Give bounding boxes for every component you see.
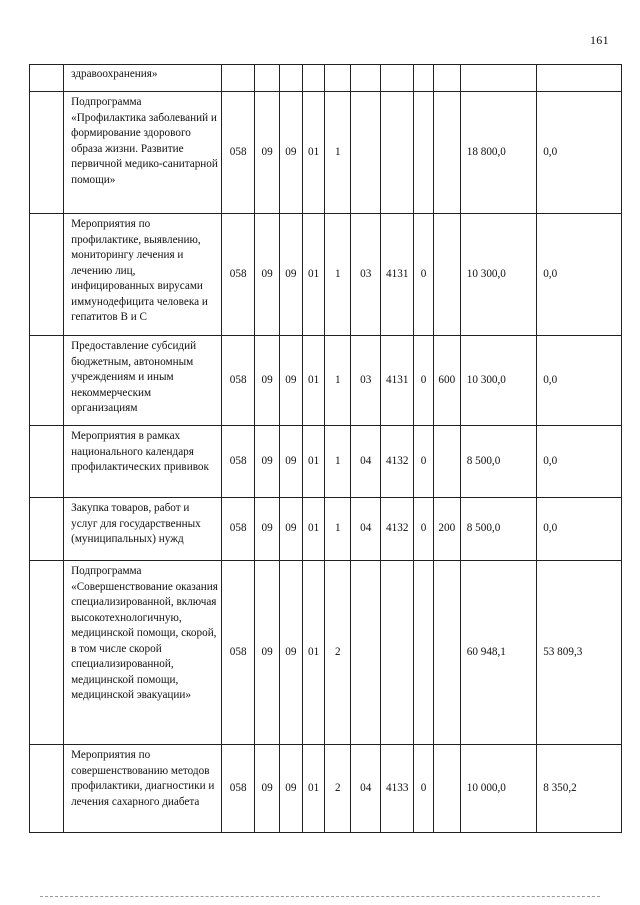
- code-program-cell: 01: [302, 214, 325, 336]
- code-flag-cell: 0: [414, 336, 434, 426]
- amount-year2-cell: 0,0: [537, 498, 622, 561]
- code-expense-type-cell: 200: [433, 498, 460, 561]
- table-row: [30, 65, 622, 92]
- code-subsection-cell: 09: [279, 92, 302, 214]
- amount-year2-cell: 0,0: [537, 214, 622, 336]
- row-index-cell: [30, 214, 64, 336]
- row-index-cell: [30, 498, 64, 561]
- code-subsection-cell: 09: [279, 336, 302, 426]
- code-section-cell: [255, 65, 280, 92]
- code-expense-type-cell: [433, 561, 460, 745]
- code-subsection-cell: 09: [279, 561, 302, 745]
- bottom-divider: [40, 896, 600, 897]
- amount-year1-cell: 8 500,0: [460, 426, 536, 498]
- code-direction-cell: 4132: [381, 498, 414, 561]
- code-direction-cell: 4131: [381, 336, 414, 426]
- code-event-cell: 04: [351, 426, 381, 498]
- code-event-cell: [351, 65, 381, 92]
- amount-year2-cell: 0,0: [537, 426, 622, 498]
- code-ministry-cell: 058: [222, 92, 255, 214]
- row-index-cell: [30, 745, 64, 833]
- code-section-cell: 09: [255, 92, 280, 214]
- code-subsection-cell: 09: [279, 214, 302, 336]
- code-ministry-cell: 058: [222, 561, 255, 745]
- table-row: [30, 561, 622, 745]
- code-event-cell: 03: [351, 214, 381, 336]
- code-subprogram-cell: 1: [325, 92, 351, 214]
- code-subprogram-cell: [325, 65, 351, 92]
- amount-year2-cell: 0,0: [537, 92, 622, 214]
- code-expense-type-cell: [433, 214, 460, 336]
- amount-year1-cell: [460, 65, 536, 92]
- code-direction-cell: [381, 92, 414, 214]
- code-section-cell: 09: [255, 561, 280, 745]
- code-subprogram-cell: 1: [325, 214, 351, 336]
- description-cell: Мероприятия по совершенствованию методов профилактики, диагностики и лечения сахарного диабета: [64, 745, 222, 833]
- code-event-cell: 04: [351, 498, 381, 561]
- code-flag-cell: [414, 561, 434, 745]
- table-row: [30, 92, 622, 214]
- code-expense-type-cell: [433, 426, 460, 498]
- amount-year1-cell: 10 300,0: [460, 336, 536, 426]
- code-subsection-cell: 09: [279, 745, 302, 833]
- amount-year2-cell: [537, 65, 622, 92]
- code-event-cell: [351, 561, 381, 745]
- amount-year1-cell: 10 300,0: [460, 214, 536, 336]
- code-section-cell: 09: [255, 214, 280, 336]
- amount-year1-cell: 60 948,1: [460, 561, 536, 745]
- table-row: [30, 498, 622, 561]
- code-subsection-cell: [279, 65, 302, 92]
- code-flag-cell: [414, 65, 434, 92]
- code-subsection-cell: 09: [279, 426, 302, 498]
- code-ministry-cell: 058: [222, 336, 255, 426]
- table-row: [30, 745, 622, 833]
- code-flag-cell: 0: [414, 745, 434, 833]
- code-section-cell: 09: [255, 498, 280, 561]
- code-ministry-cell: 058: [222, 214, 255, 336]
- code-flag-cell: 0: [414, 498, 434, 561]
- code-ministry-cell: 058: [222, 745, 255, 833]
- amount-year1-cell: 10 000,0: [460, 745, 536, 833]
- code-flag-cell: 0: [414, 426, 434, 498]
- table-row: [30, 336, 622, 426]
- code-program-cell: 01: [302, 426, 325, 498]
- description-cell: Мероприятия по профилактике, выявлению, мониторингу лечения и лечению лиц, инфицированных вирусами иммунодефицита человека и гепатитов В и С: [64, 214, 222, 336]
- row-index-cell: [30, 336, 64, 426]
- description-cell: Предоставление субсидий бюджетным, автономным учреждениям и иным некоммерческим организациям: [64, 336, 222, 426]
- code-subsection-cell: 09: [279, 498, 302, 561]
- amount-year2-cell: 8 350,2: [537, 745, 622, 833]
- code-subprogram-cell: 1: [325, 498, 351, 561]
- row-index-cell: [30, 92, 64, 214]
- code-program-cell: [302, 65, 325, 92]
- code-event-cell: [351, 92, 381, 214]
- description-cell: Закупка товаров, работ и услуг для государственных (муниципальных) нужд: [64, 498, 222, 561]
- code-subprogram-cell: 1: [325, 426, 351, 498]
- row-index-cell: [30, 65, 64, 92]
- description-cell: Подпрограмма «Совершенствование оказания специализированной, включая высокотехнологичную, медицинской помощи, скорой, в том числе скорой специализированной, медицинской помощи, медицинской эвакуации»: [64, 561, 222, 745]
- code-subprogram-cell: 2: [325, 745, 351, 833]
- code-expense-type-cell: [433, 92, 460, 214]
- amount-year1-cell: 18 800,0: [460, 92, 536, 214]
- code-event-cell: 03: [351, 336, 381, 426]
- code-flag-cell: 0: [414, 214, 434, 336]
- code-ministry-cell: [222, 65, 255, 92]
- code-expense-type-cell: [433, 745, 460, 833]
- code-program-cell: 01: [302, 336, 325, 426]
- code-flag-cell: [414, 92, 434, 214]
- table-row: [30, 214, 622, 336]
- row-index-cell: [30, 426, 64, 498]
- amount-year2-cell: 0,0: [537, 336, 622, 426]
- description-cell: Мероприятия в рамках национального календаря профилактических прививок: [64, 426, 222, 498]
- code-section-cell: 09: [255, 426, 280, 498]
- code-direction-cell: [381, 561, 414, 745]
- budget-table: [29, 64, 622, 833]
- description-cell: Подпрограмма «Профилактика заболеваний и формирование здорового образа жизни. Развитие первичной медико-санитарной помощи»: [64, 92, 222, 214]
- code-subprogram-cell: 1: [325, 336, 351, 426]
- code-event-cell: 04: [351, 745, 381, 833]
- amount-year1-cell: 8 500,0: [460, 498, 536, 561]
- code-program-cell: 01: [302, 561, 325, 745]
- code-ministry-cell: 058: [222, 498, 255, 561]
- code-direction-cell: 4133: [381, 745, 414, 833]
- page-number: 161: [590, 33, 609, 47]
- code-direction-cell: 4131: [381, 214, 414, 336]
- code-expense-type-cell: [433, 65, 460, 92]
- description-cell: здравоохранения»: [64, 65, 222, 92]
- code-program-cell: 01: [302, 745, 325, 833]
- code-ministry-cell: 058: [222, 426, 255, 498]
- code-direction-cell: 4132: [381, 426, 414, 498]
- code-subprogram-cell: 2: [325, 561, 351, 745]
- code-direction-cell: [381, 65, 414, 92]
- code-section-cell: 09: [255, 745, 280, 833]
- row-index-cell: [30, 561, 64, 745]
- code-program-cell: 01: [302, 498, 325, 561]
- code-section-cell: 09: [255, 336, 280, 426]
- amount-year2-cell: 53 809,3: [537, 561, 622, 745]
- code-program-cell: 01: [302, 92, 325, 214]
- code-expense-type-cell: 600: [433, 336, 460, 426]
- table-row: [30, 426, 622, 498]
